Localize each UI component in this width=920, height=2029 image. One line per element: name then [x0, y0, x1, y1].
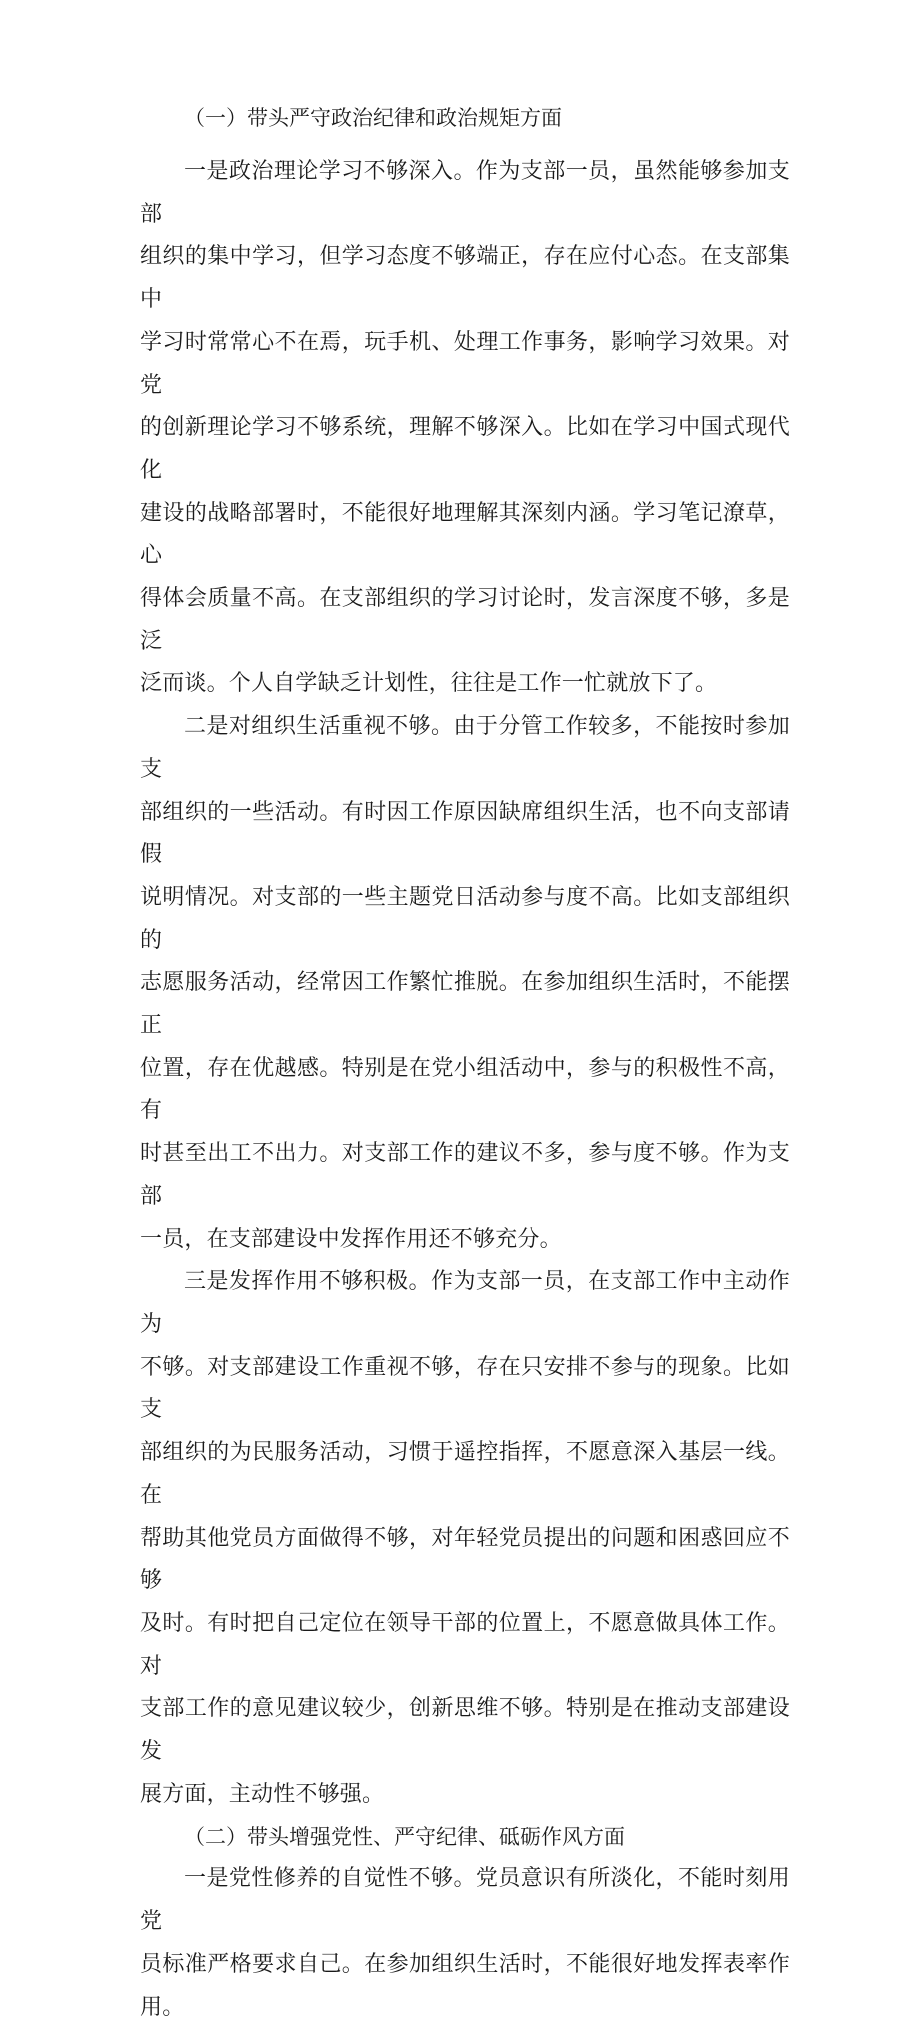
paragraph-line: 一员，在支部建设中发挥作用还不够充分。 [140, 1226, 562, 1252]
paragraph-line: 一是党性修养的自觉性不够。党员意识有所淡化，不能时刻用党 [140, 1866, 790, 1935]
section-heading-1: （一）带头严守政治纪律和政治规矩方面 [184, 106, 562, 130]
paragraph-line: 展方面，主动性不够强。 [140, 1781, 385, 1807]
paragraph-line: 说明情况。对支部的一些主题党日活动参与度不高。比如支部组织的 [140, 884, 790, 953]
paragraph-line: 三是发挥作用不够积极。作为支部一员，在支部工作中主动作为 [140, 1269, 790, 1337]
paragraph-line: 及时。有时把自己定位在领导干部的位置上，不愿意做具体工作。对 [140, 1610, 790, 1679]
paragraph-line: 部组织的为民服务活动，习惯于遥控指挥，不愿意深入基层一线。在 [140, 1440, 790, 1508]
paragraph-4 [140, 1858, 790, 2029]
paragraph-line: 不够。对支部建设工作重视不够，存在只安排不参与的现象。比如支 [140, 1354, 790, 1423]
paragraph-line: 建设的战略部署时，不能很好地理解其深刻内涵。学习笔记潦草，心 [140, 500, 790, 569]
paragraph-line: 一是政治理论学习不够深入。作为支部一员，虽然能够参加支部 [140, 159, 790, 227]
section-heading-2: （二）带头增强党性、严守纪律、砥砺作风方面 [184, 1825, 625, 1850]
paragraph-line: 得体会质量不高。在支部组织的学习讨论时，发言深度不够，多是泛 [140, 586, 790, 654]
paragraph-line: 部组织的一些活动。有时因工作原因缺席组织生活，也不向支部请假 [140, 799, 790, 868]
paragraph-3 [140, 1261, 790, 1816]
paragraph-line: 时甚至出工不出力。对支部工作的建议不多，参与度不够。作为支部 [140, 1141, 790, 1209]
paragraph-line: 帮助其他党员方面做得不够，对年轻党员提出的问题和困惑回应不够 [140, 1525, 790, 1594]
paragraph-line: 支部工作的意见建议较少，创新思维不够。特别是在推动支部建设发 [140, 1696, 790, 1765]
paragraph-line: 二是对组织生活重视不够。由于分管工作较多，不能按时参加支 [140, 714, 790, 782]
paragraph-line: 志愿服务活动，经常因工作繁忙推脱。在参加组织生活时，不能摆正 [140, 970, 790, 1039]
paragraph-line: 组织的集中学习，但学习态度不够端正，存在应付心态。在支部集中 [140, 244, 790, 313]
paragraph-1 [140, 151, 790, 706]
paragraph-line: 位置，存在优越感。特别是在党小组活动中，参与的积极性不高，有 [140, 1055, 790, 1124]
paragraph-line: 的创新理论学习不够系统，理解不够深入。比如在学习中国式现代化 [140, 415, 790, 483]
paragraph-2 [140, 706, 790, 1261]
paragraph-line: 学习时常常心不在焉，玩手机、处理工作事务，影响学习效果。对党 [140, 329, 790, 398]
paragraph-line: 泛而谈。个人自学缺乏计划性，往往是工作一忙就放下了。 [140, 671, 718, 697]
document-page [140, 96, 790, 2029]
paragraph-line: 员标准严格要求自己。在参加组织生活时，不能很好地发挥表率作用。 [140, 1951, 790, 2020]
